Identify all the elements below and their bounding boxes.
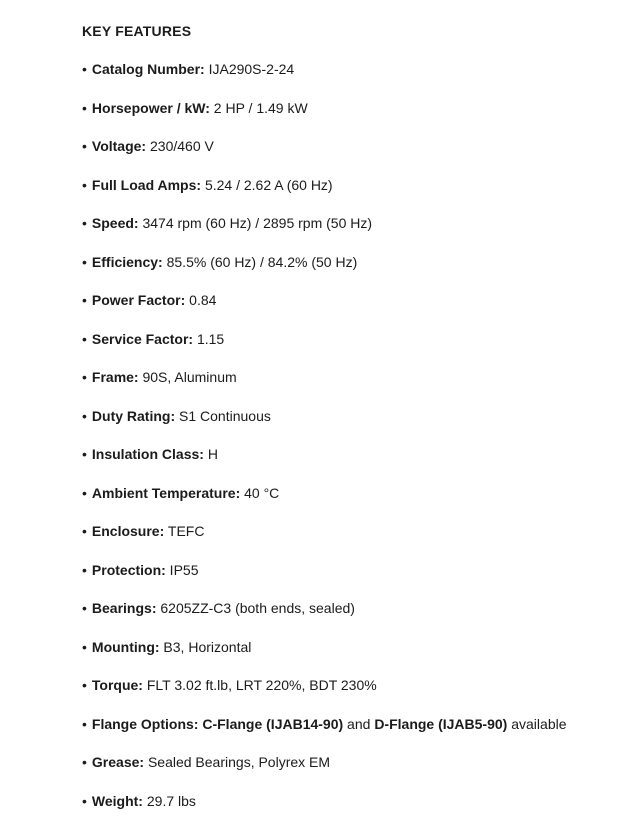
feature-item	[82, 445, 608, 464]
feature-item	[82, 99, 608, 118]
feature-item	[82, 60, 608, 79]
feature-value: IP55	[165, 561, 199, 578]
feature-label: Bearings:	[91, 600, 157, 616]
feature-item	[82, 368, 608, 387]
feature-value: S1 Continuous	[175, 407, 271, 424]
feature-item	[82, 137, 608, 156]
feature-item	[82, 638, 608, 657]
bullet-marker: •	[82, 330, 87, 347]
bullet-marker: •	[82, 600, 87, 616]
feature-label: D-Flange (IJAB5-90)	[374, 715, 508, 732]
feature-item	[82, 715, 608, 734]
section-title: KEY FEATURES	[82, 23, 192, 39]
feature-item	[82, 484, 608, 503]
feature-label: Speed:	[91, 215, 139, 231]
feature-item	[82, 561, 608, 580]
bullet-marker: •	[82, 176, 87, 193]
feature-value: Sealed Bearings, Polyrex EM	[144, 754, 331, 770]
bullet-marker: •	[82, 292, 87, 308]
feature-value: 85.5% (60 Hz) / 84.2% (50 Hz)	[162, 253, 358, 270]
bullet-marker: •	[82, 715, 87, 732]
feature-value: available	[507, 715, 567, 732]
bullet-marker: •	[82, 407, 87, 424]
feature-value: 6205ZZ-C3 (both ends, sealed)	[156, 600, 355, 616]
feature-value: 5.24 / 2.62 A (60 Hz)	[201, 176, 333, 193]
feature-label: Duty Rating:	[91, 407, 176, 424]
feature-label: Full Load Amps:	[91, 176, 202, 193]
feature-label: Horsepower / kW:	[91, 99, 210, 116]
feature-value: 40 °C	[240, 484, 280, 501]
feature-label: Weight:	[91, 792, 143, 809]
feature-item	[82, 176, 608, 195]
feature-value: TEFC	[164, 523, 205, 539]
feature-label: C-Flange (IJAB14-90)	[202, 715, 344, 732]
feature-value: H	[203, 446, 218, 462]
feature-item	[82, 676, 608, 695]
feature-label: Grease:	[91, 754, 145, 770]
bullet-marker: •	[82, 446, 87, 462]
feature-value: IJA290S-2-24	[204, 61, 295, 77]
feature-label: Catalog Number:	[91, 61, 205, 77]
feature-item	[82, 330, 608, 349]
feature-value: 3474 rpm (60 Hz) / 2895 rpm (50 Hz)	[138, 215, 373, 231]
bullet-marker: •	[82, 253, 87, 270]
feature-item	[82, 753, 608, 772]
feature-item	[82, 407, 608, 426]
bullet-marker: •	[82, 138, 87, 154]
feature-label: Ambient Temperature:	[91, 484, 241, 501]
feature-value: 29.7 lbs	[142, 792, 196, 809]
bullet-marker: •	[82, 215, 87, 231]
feature-label: Mounting:	[91, 638, 160, 655]
feature-value: and	[343, 715, 375, 732]
feature-value: 2 HP / 1.49 kW	[209, 99, 308, 116]
bullet-marker: •	[82, 677, 87, 693]
bullet-marker: •	[82, 484, 87, 501]
feature-label: Protection:	[91, 561, 166, 578]
feature-item	[82, 792, 608, 811]
feature-label: Enclosure:	[91, 523, 165, 539]
feature-label: Frame:	[91, 369, 139, 385]
feature-label: Efficiency:	[91, 253, 163, 270]
bullet-marker: •	[82, 754, 87, 770]
feature-label: Insulation Class:	[91, 446, 204, 462]
bullet-marker: •	[82, 99, 87, 116]
bullet-marker: •	[82, 561, 87, 578]
feature-item	[82, 599, 608, 618]
bullet-marker: •	[82, 61, 87, 77]
feature-item	[82, 253, 608, 272]
feature-value: 230/460 V	[146, 138, 214, 154]
feature-item	[82, 522, 608, 541]
feature-value: FLT 3.02 ft.lb, LRT 220%, BDT 230%	[142, 677, 377, 693]
bullet-marker: •	[82, 369, 87, 385]
feature-label: Service Factor:	[91, 330, 194, 347]
bullet-marker: •	[82, 792, 87, 809]
feature-label: Voltage:	[91, 138, 147, 154]
feature-item	[82, 291, 608, 310]
feature-label: Flange Options:	[91, 715, 199, 732]
bullet-marker: •	[82, 523, 87, 539]
feature-value: 1.15	[193, 330, 225, 347]
feature-value: 90S, Aluminum	[138, 369, 237, 385]
feature-label: Power Factor:	[91, 292, 186, 308]
bullet-marker: •	[82, 638, 87, 655]
feature-value: 0.84	[185, 292, 217, 308]
features-list	[82, 60, 608, 811]
feature-item	[82, 214, 608, 233]
feature-label: Torque:	[91, 677, 143, 693]
feature-value: B3, Horizontal	[159, 638, 252, 655]
